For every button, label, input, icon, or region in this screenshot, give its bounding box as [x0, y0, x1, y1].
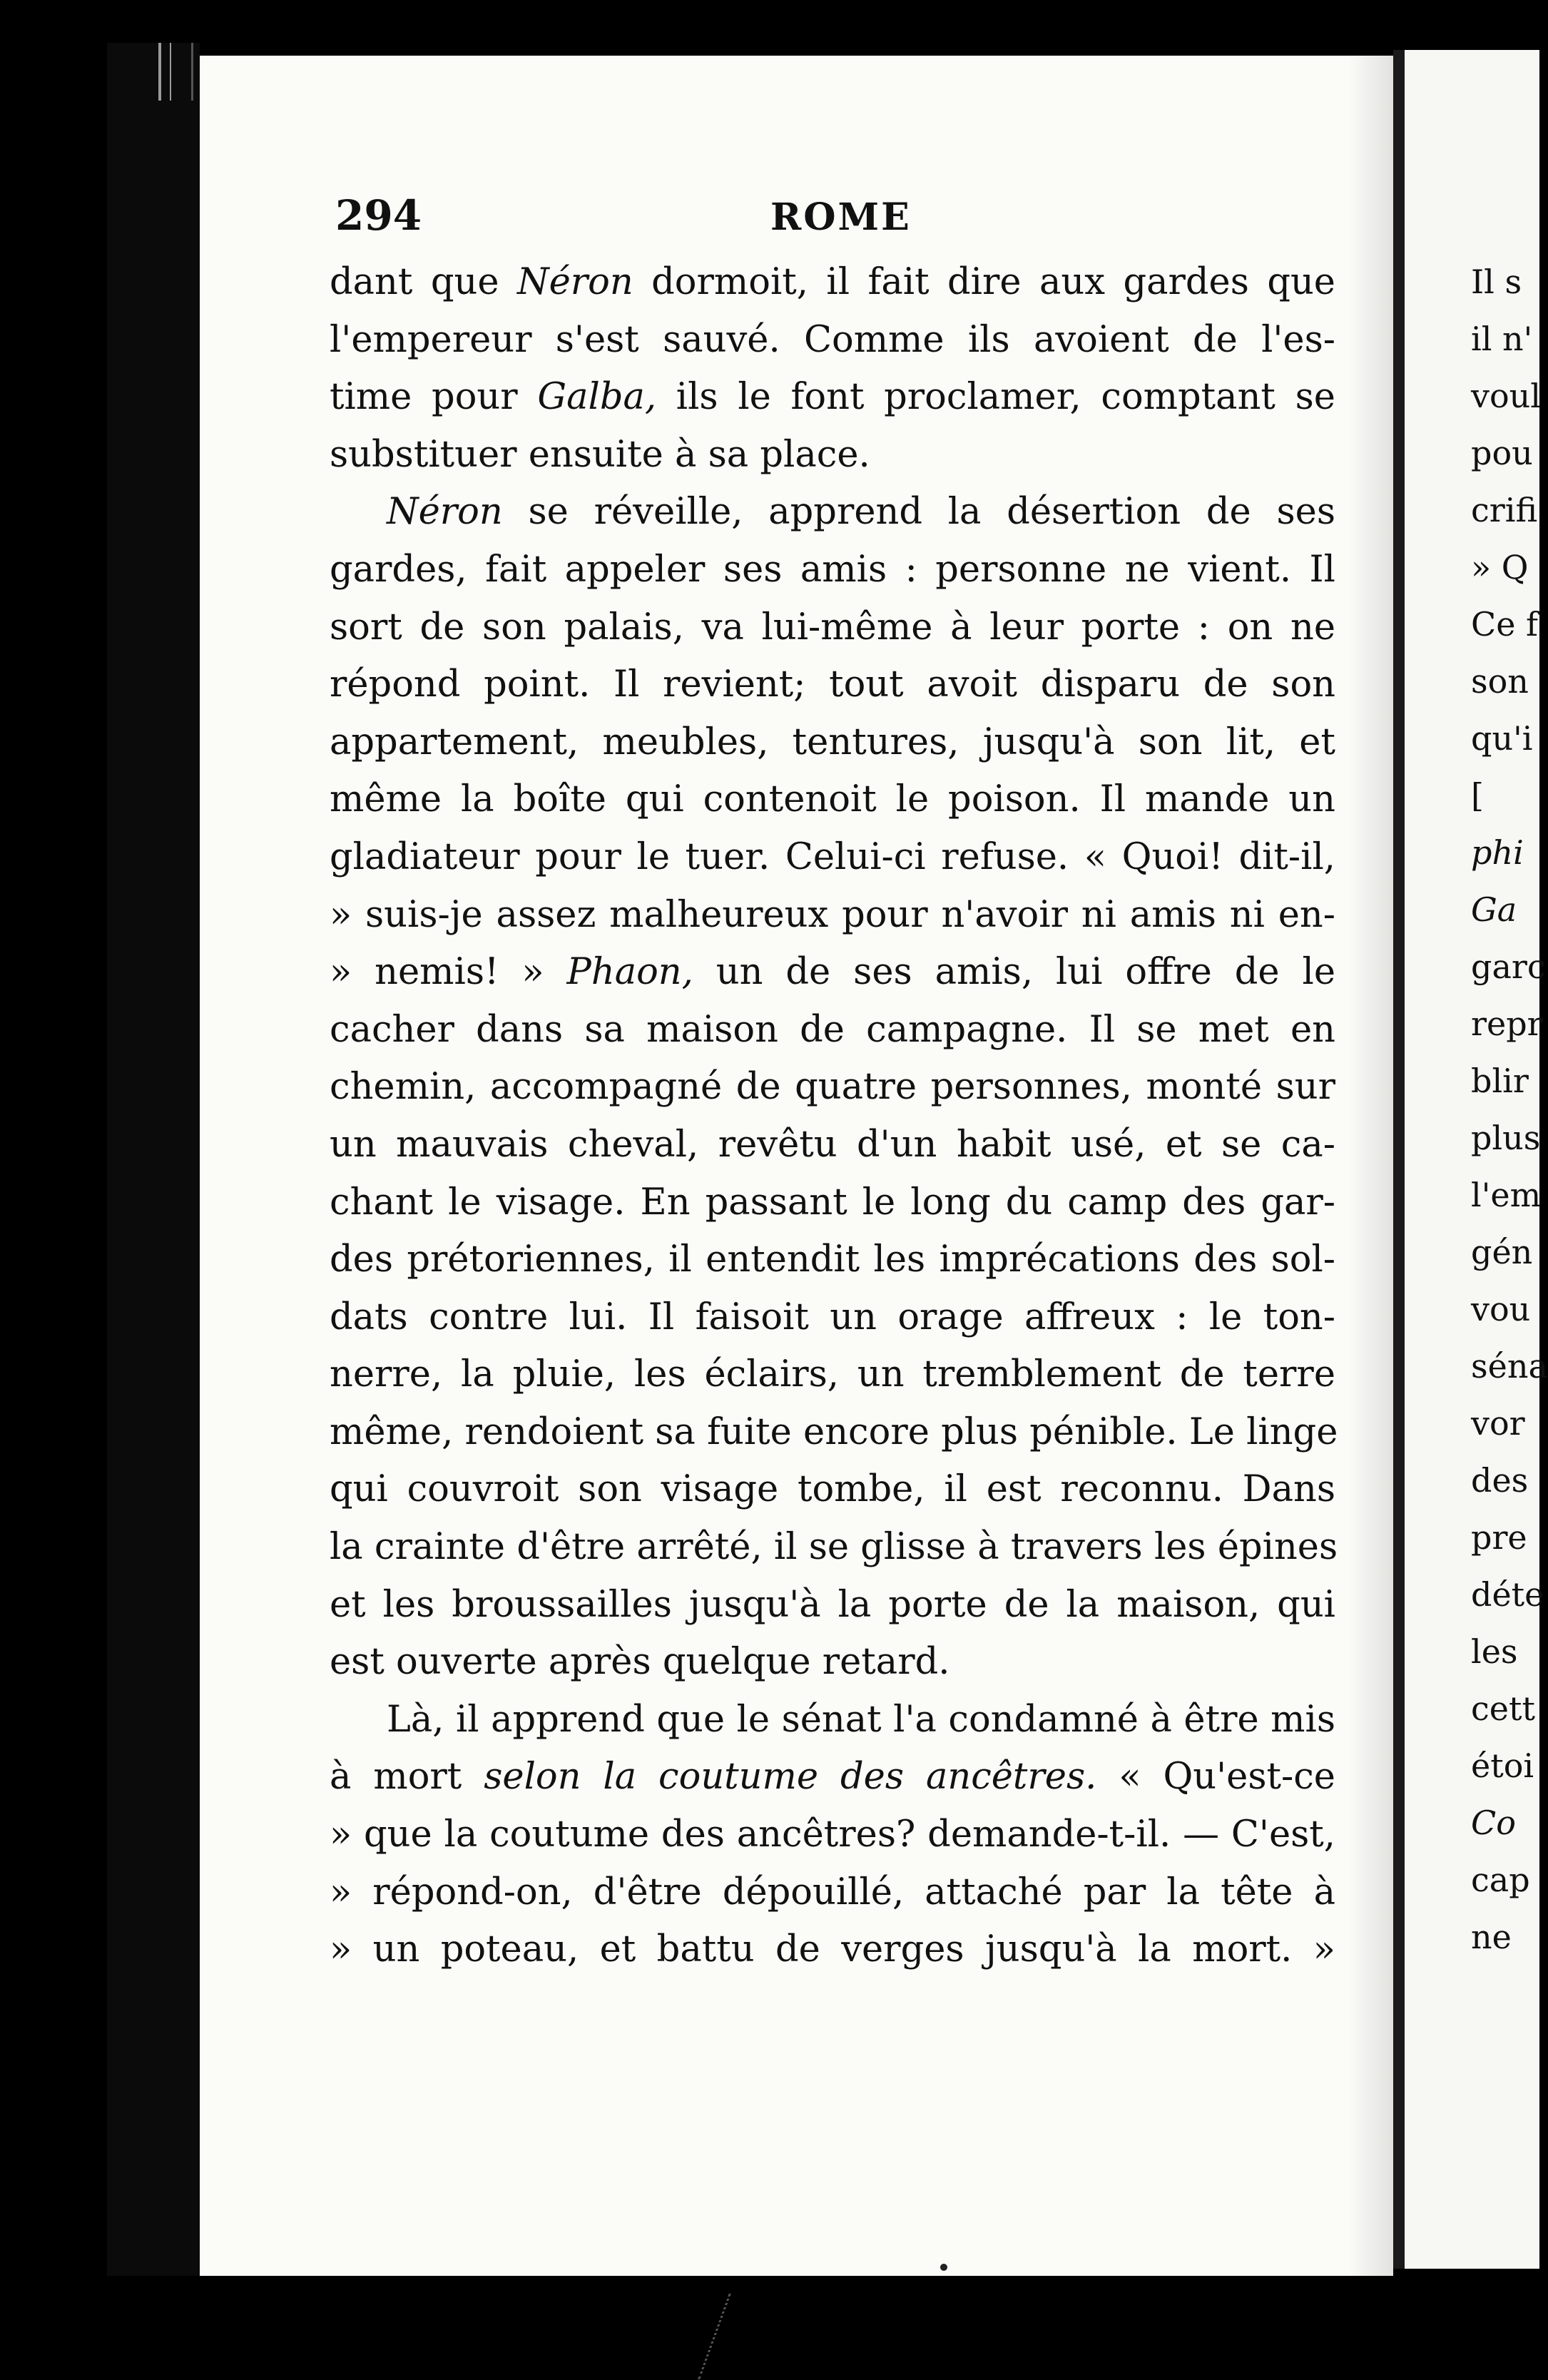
text-line	[330, 1692, 1335, 1749]
facing-page-fragment: cett	[1471, 1689, 1535, 1728]
text-line	[330, 1461, 1335, 1519]
italic-text-run: Néron	[516, 261, 633, 303]
text-line	[330, 484, 1335, 541]
text-line	[330, 1174, 1335, 1232]
text-run: appartement, meubles, tentures, jusqu'à son lit, et	[330, 721, 1335, 763]
text-run: dant que	[330, 261, 517, 303]
book-spine	[107, 43, 200, 2276]
facing-page-fragment: pre	[1471, 1518, 1527, 1557]
italic-text-run: Phaon,	[566, 951, 693, 994]
text-run: ils le font proclamer, comptant se	[656, 376, 1335, 419]
running-head	[335, 191, 1334, 248]
text-run: cacher dans sa maison de campagne. Il se met en	[330, 1008, 1335, 1051]
text-line	[330, 1346, 1335, 1404]
text-line	[330, 1002, 1335, 1059]
text-run: sort de son palais, va lui-même à leur porte : on ne	[330, 606, 1335, 649]
text-line	[330, 1749, 1335, 1806]
text-run: et les broussailles jusqu'à la porte de la maison, qui	[330, 1583, 1335, 1626]
facing-page-fragment: repr	[1471, 1005, 1543, 1043]
text-line	[330, 829, 1335, 887]
text-run: même la boîte qui contenoit le poison. Il mande un	[330, 778, 1335, 821]
facing-page-fragment: vou	[1471, 1290, 1531, 1328]
spine-edge-line	[158, 43, 161, 101]
text-line	[330, 1864, 1335, 1922]
facing-page-fragment: [	[1471, 776, 1484, 815]
facing-page-fragment: Ga	[1471, 890, 1517, 929]
text-line	[330, 656, 1335, 714]
facing-page-fragment: séna	[1471, 1347, 1548, 1385]
facing-page-fragment: les	[1471, 1632, 1518, 1671]
text-line	[330, 1404, 1338, 1462]
facing-page-fragment: Il s	[1471, 263, 1522, 301]
text-line	[330, 1634, 1335, 1692]
facing-page-fragment: Ce f	[1471, 605, 1539, 644]
text-run: un de ses amis, lui offre de le	[693, 951, 1335, 994]
facing-page-fragment: Co	[1471, 1804, 1516, 1842]
text-run: un mauvais cheval, revêtu d'un habit usé, et se ca-	[330, 1123, 1335, 1166]
text-run: répond point. Il revient; tout avoit disparu de son	[330, 663, 1335, 706]
facing-page-fragment: phi	[1471, 833, 1524, 872]
page-curl-shadow	[1348, 56, 1393, 2276]
text-run: même, rendoient sa fuite encore plus pénible. Le linge	[330, 1410, 1338, 1453]
text-line	[330, 1577, 1335, 1634]
text-run: substituer ensuite à sa place.	[330, 433, 870, 476]
text-line	[330, 369, 1335, 427]
text-line	[330, 1231, 1335, 1289]
spine-edge-line	[170, 43, 171, 101]
facing-page-fragment: gén	[1471, 1233, 1533, 1271]
text-run: chant le visage. En passant le long du camp des gar-	[330, 1181, 1335, 1224]
facing-page-gutter	[1393, 50, 1405, 2269]
facing-page-fragment: il n'	[1471, 320, 1533, 358]
facing-page-fragment: » Q	[1471, 548, 1529, 586]
facing-page-fragment: garc	[1471, 947, 1546, 986]
page-number: 294	[335, 191, 422, 240]
text-line	[330, 1059, 1335, 1117]
text-line	[330, 1519, 1338, 1577]
facing-page-fragment: cap	[1471, 1861, 1530, 1899]
facing-page-fragment: vor	[1471, 1404, 1525, 1443]
facing-page-fragment: étoi	[1471, 1746, 1534, 1785]
body-text	[330, 254, 1338, 1979]
italic-text-run: selon la coutume des ancêtres.	[484, 1756, 1097, 1799]
text-line	[330, 1289, 1335, 1347]
running-head-title: ROME	[770, 195, 912, 239]
facing-page-fragment: plus	[1471, 1119, 1541, 1157]
text-line	[330, 599, 1335, 657]
text-run: Là, il apprend que le sénat l'a condamné à être mis	[387, 1698, 1335, 1741]
text-run: se réveille, apprend la désertion de ses	[502, 491, 1335, 534]
facing-page-fragment: crifi	[1471, 491, 1538, 529]
facing-page-fragment: déte	[1471, 1575, 1544, 1614]
text-run: gardes, fait appeler ses amis : personne ne vient. Il	[330, 548, 1335, 591]
text-run: » suis-je assez malheureux pour n'avoir ni amis ni en-	[330, 893, 1335, 936]
text-run: « Qu'est-ce	[1096, 1756, 1335, 1799]
text-run: est ouverte après quelque retard.	[330, 1641, 950, 1684]
text-run: dormoit, il fait dire aux gardes que	[633, 261, 1335, 303]
text-line	[330, 771, 1335, 829]
text-line	[330, 312, 1335, 370]
text-run: à mort	[330, 1756, 484, 1799]
facing-page-fragment: ne	[1471, 1918, 1512, 1956]
text-line	[330, 944, 1335, 1002]
facing-page-fragment: voul	[1471, 377, 1542, 415]
text-run: chemin, accompagné de quatre personnes, monté sur	[330, 1066, 1335, 1109]
text-run: la crainte d'être arrêté, il se glisse à travers les épines	[330, 1526, 1338, 1569]
text-run: des prétoriennes, il entendit les imprécations des sol-	[330, 1239, 1335, 1281]
text-run: gladiateur pour le tuer. Celui-ci refuse. « Quoi! dit-il,	[330, 835, 1335, 878]
text-line	[330, 427, 1335, 484]
facing-page-fragment: qu'i	[1471, 719, 1533, 758]
text-line	[330, 1806, 1335, 1864]
italic-text-run: Galba,	[537, 376, 657, 419]
text-line	[330, 541, 1335, 599]
facing-page-fragment: blir	[1471, 1062, 1529, 1100]
spine-edge-line	[191, 43, 193, 101]
text-line	[330, 887, 1335, 945]
text-line	[330, 254, 1335, 312]
text-line	[330, 1117, 1335, 1174]
facing-page-fragment: pou	[1471, 434, 1533, 472]
page-ink-dot	[940, 2264, 947, 2271]
text-run: » nemis! »	[330, 951, 567, 994]
text-run: dats contre lui. Il faisoit un orage affreux : le ton-	[330, 1296, 1335, 1338]
text-line	[330, 714, 1335, 772]
italic-text-run: Néron	[387, 491, 503, 534]
text-run: » un poteau, et battu de verges jusqu'à la mort. »	[330, 1928, 1335, 1971]
text-run: nerre, la pluie, les éclairs, un tremblement de terre	[330, 1353, 1335, 1396]
text-run: » que la coutume des ancêtres? demande-t-il. — C'est,	[330, 1814, 1335, 1856]
facing-page-fragment: son	[1471, 662, 1529, 701]
text-run: qui couvroit son visage tombe, il est reconnu. Dans	[330, 1468, 1335, 1511]
text-run: time pour	[330, 376, 538, 419]
text-run: » répond-on, d'être dépouillé, attaché par la tête à	[330, 1871, 1335, 1913]
text-line	[330, 1921, 1335, 1979]
text-run: l'empereur s'est sauvé. Comme ils avoient de l'es-	[330, 318, 1335, 361]
facing-page-fragment: des	[1471, 1461, 1529, 1500]
facing-page-fragment: l'em	[1471, 1176, 1542, 1214]
